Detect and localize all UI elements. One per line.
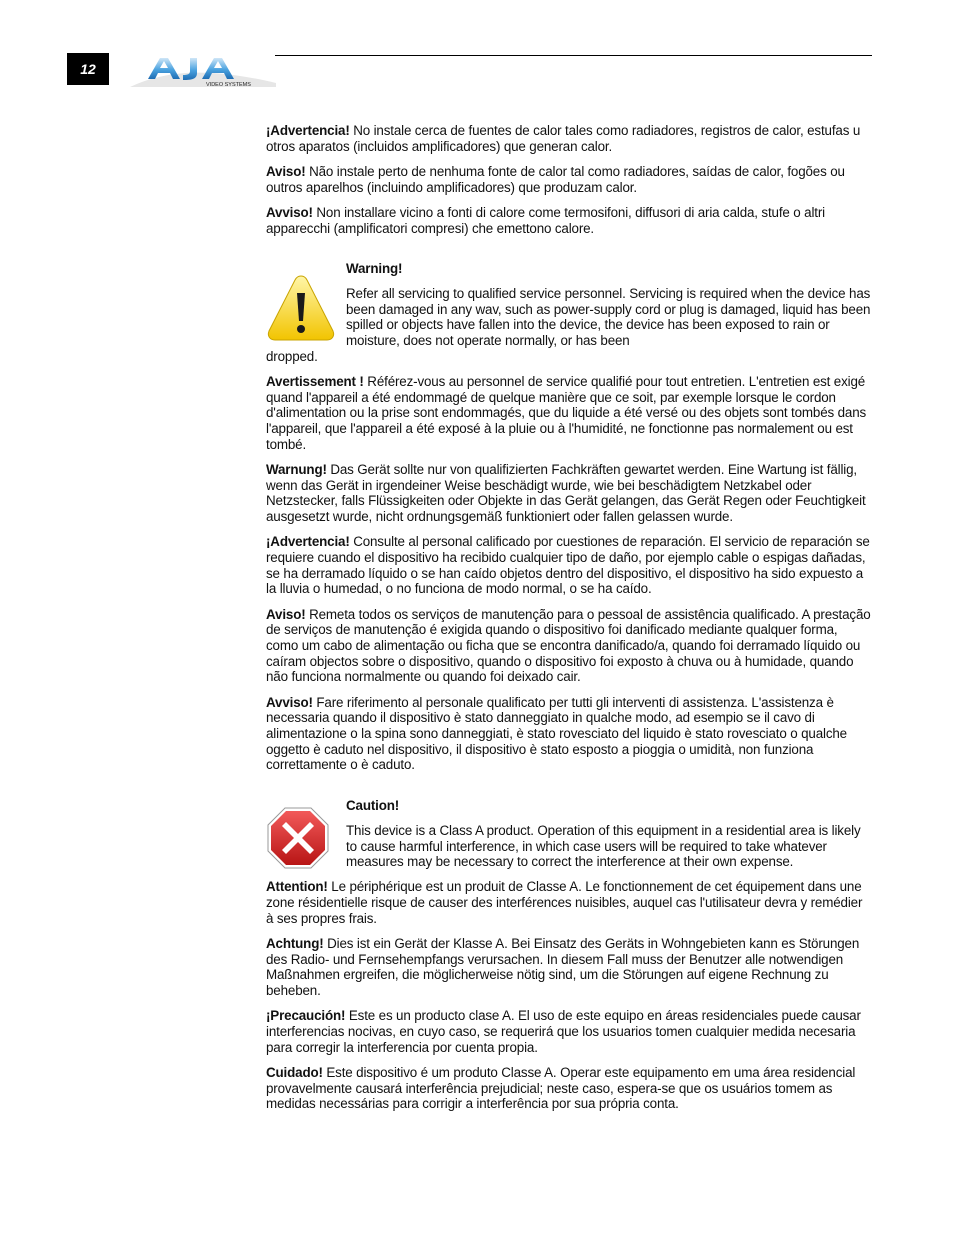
servicing-pt: Aviso! Remeta todos os serviços de manutenção para o pessoal de assistência qualificado. A prestação de serviços de manutenção é exigida quando o dispositivo foi danificado mediante qualquer forma, como um cabo de alimentação ou ficha que se encontra danificado/a, quando foi derramado líquido ou caíram objectos sobre o dispositivo, quando o dispositivo foi exposto à chuva ou à humidade, quando não funciona normalmente ou quando foi deixado cair. bbox=[266, 606, 871, 685]
caution-heading: Caution! bbox=[346, 798, 400, 814]
warning-heading: Warning! bbox=[346, 261, 403, 277]
document-body bbox=[266, 123, 872, 1122]
warning-body: Refer all servicing to qualified service personnel. Servicing is required when the device has been damaged in any wav, such as power-supply cord or plug is damaged, liquid has been spilled or objects have fallen into the device, the device has been exposed to rain or moisture, does not operate normally, or has been bbox=[346, 285, 871, 349]
aja-logo bbox=[130, 55, 276, 89]
servicing-it: Avviso! Fare riferimento al personale qualificato per tutti gli interventi di assistenza. L'assistenza è necessaria quando il dispositivo è stato danneggiato in qualche modo, ad esempio se il cavo di alimentazione o la spina sono danneggiati, è stato rovesciato del liquido è stato rovesciato o qualche oggetto è caduto nel dispositivo, il dispositivo è stato esposto a pioggia o umidità, non funziona correttamente o è caduto. bbox=[266, 694, 847, 773]
servicing-fr: Avertissement ! Référez-vous au personnel de service qualifié pour tout entretien. L'entretien est exigé quand l'appareil a été endommagé de quelque manière que ce soit, par exemple lorsque le cordon d'alimentation ou la prise sont endommagés, que du liquide a été versé ou des objets sont tombés dans l'appareil, que l'appareil a été exposé à la pluie ou à l'humidité, ne fonctionne pas normalement ou est tombé. bbox=[266, 373, 867, 452]
class-a-es: ¡Precaución! Este es un producto clase A. El uso de este equipo en áreas residenciales puede causar interferencias nocivas, en cuyo caso, se requerirá que los usuarios tomen cualquier medida necesaria para corregir la interferencia por cuenta propia. bbox=[266, 1008, 861, 1055]
warning-notice bbox=[266, 261, 872, 364]
caution-notice bbox=[266, 798, 872, 870]
logo-subtext: VIDEO SYSTEMS bbox=[206, 82, 251, 88]
heat-warning-es: ¡Advertencia! No instale cerca de fuentes de calor tales como radiadores, registros de calor, estufas u otros aparatos (incluidos amplificadores) que generan calor. bbox=[266, 123, 861, 154]
class-a-pt: Cuidado! Este dispositivo é um produto Classe A. Operar este equipamento em uma área residencial provavelmente causará interferência prejudicial; neste caso, espera-se que os usuários tomem as medidas necessárias para corrigir a interferência por sua própria conta. bbox=[266, 1064, 856, 1112]
caution-body: This device is a Class A product. Operation of this equipment in a residential area is likely to cause harmful interference, in which case users will be required to take whatever measures may be necessary to correct the interference at their own expense. bbox=[346, 822, 861, 870]
heat-warning-pt: Aviso! Não instale perto de nenhuma fonte de calor tal como radiadores, saídas de calor, fogões ou outros aparelhos (incluindo amplificadores) que produzam calor. bbox=[266, 163, 845, 195]
page-number: 12 bbox=[67, 53, 109, 85]
servicing-de: Warnung! Das Gerät sollte nur von qualifizierten Fachkräften gewartet werden. Eine Wartung ist fällig, wenn das Gerät in irgendeiner Weise beschädigt wurde, wie bei beschädigtem Netzkabel oder Netzstecker, falls Flüssigkeiten oder Objekte in das Gerät gelangen, das Gerät Regen oder Feuchtigkeit ausgesetzt wurde, nicht ordnungsgemäß funktioniert oder fallen gelassen wurde. bbox=[266, 461, 866, 525]
warning-triangle-icon bbox=[266, 273, 336, 343]
class-a-fr: Attention! Le périphérique est un produit de Classe A. Le fonctionnement de cet équipement dans une zone résidentielle risque de causer des interférences nuisibles, auquel cas l'utilisateur devra y remédier à ses propres frais. bbox=[266, 879, 863, 926]
warning-body-tail: dropped. bbox=[266, 348, 318, 364]
servicing-es: ¡Advertencia! Consulte al personal calificado por cuestiones de reparación. El servicio de reparación se requiere cuando el dispositivo ha recibido cualquier tipo de daño, por ejemplo cable o espigas dañadas, se ha derramado líquido o se han caído objetos dentro del dispositivo, el dispositivo ha sido expuesto a la lluvia o humedad, o no funciona de modo normal, o se ha caído. bbox=[266, 534, 870, 597]
stop-x-icon bbox=[266, 806, 330, 870]
heat-warning-it: Avviso! Non installare vicino a fonti di calore come termosifoni, diffusori di aria calda, stufe o altri apparecchi (amplificatori compresi) che emettono calore. bbox=[266, 204, 825, 236]
header-rule bbox=[275, 55, 872, 56]
class-a-de: Achtung! Dies ist ein Gerät der Klasse A. Bei Einsatz des Geräts in Wohngebieten kann es Störungen des Radio- und Fernsehempfangs verursachen. In diesem Fall muss der Benutzer alle notwendigen Maßnahmen ergreifen, die möglicherweise nötig sind, um die Störungen auf eigene Rechnung zu beheben. bbox=[266, 936, 860, 999]
